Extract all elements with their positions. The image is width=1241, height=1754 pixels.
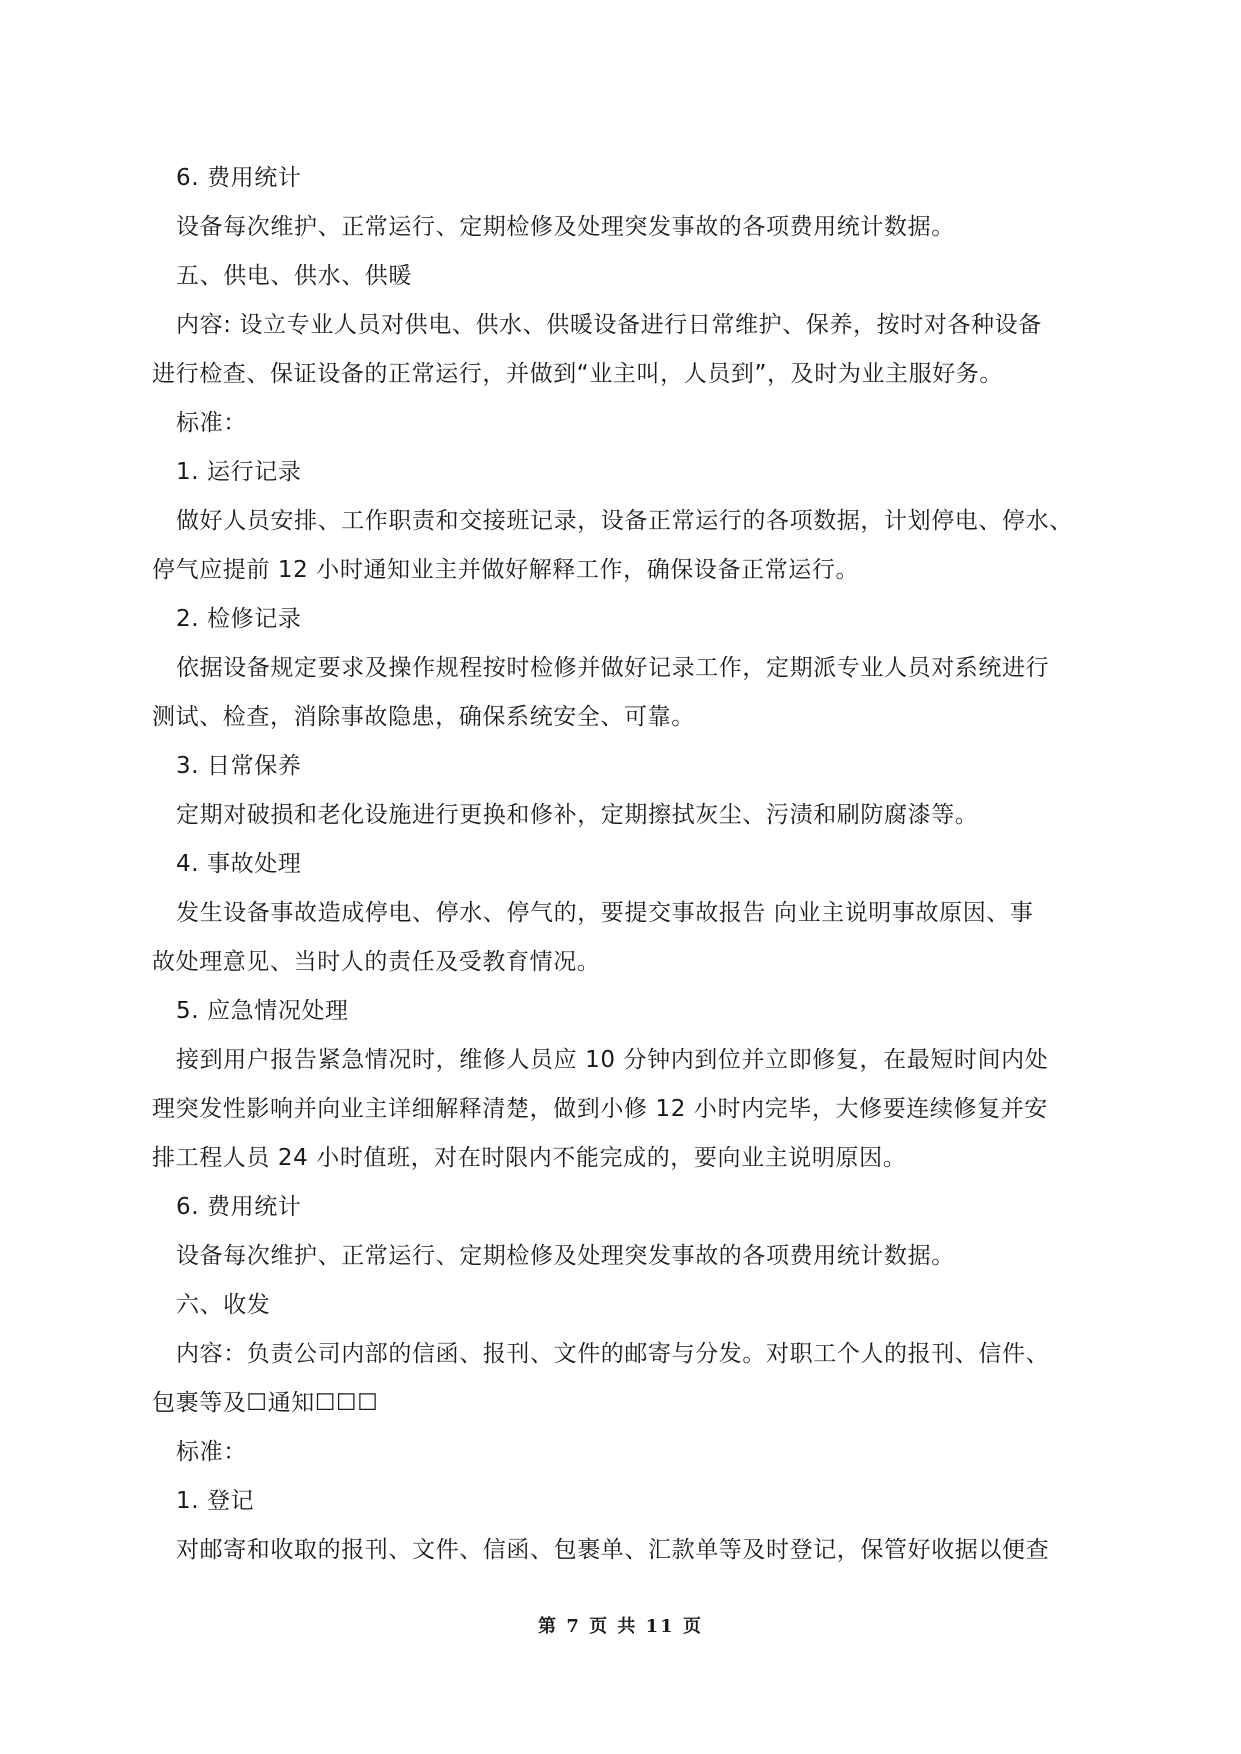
text-line: 对邮寄和收取的报刊、文件、信函、包裹单、汇款单等及时登记，保管好收据以便查	[176, 1537, 1050, 1563]
text-line: 设备每次维护、正常运行、定期检修及处理突发事故的各项费用统计数据。	[176, 214, 955, 240]
text-line: 设备每次维护、正常运行、定期检修及处理突发事故的各项费用统计数据。	[176, 1243, 955, 1269]
subsection-heading: 5. 应急情况处理	[176, 998, 349, 1024]
text-line: 发生设备事故造成停电、停水、停气的，要提交事故报告 向业主说明事故原因、事	[176, 900, 1034, 926]
text-line: 停气应提前 12 小时通知业主并做好解释工作，确保设备正常运行。	[152, 557, 860, 583]
subsection-heading: 2. 检修记录	[176, 606, 302, 632]
subsection-heading: 1. 登记	[176, 1488, 255, 1514]
text-line: 依据设备规定要求及操作规程按时检修并做好记录工作，定期派专业人员对系统进行	[176, 655, 1050, 681]
page-number-footer: 第 7 页 共 11 页	[538, 1616, 703, 1637]
text-line: 理突发性影响并向业主详细解释清楚，做到小修 12 小时内完毕，大修要连续修复并安	[152, 1096, 1048, 1122]
text-line: 标准：	[176, 1439, 247, 1465]
text-line: 故处理意见、当时人的责任及受教育情况。	[152, 949, 601, 975]
text-line: 内容: 设立专业人员对供电、供水、供暖设备进行日常维护、保养，按时对各种设备	[176, 312, 1042, 338]
section-heading: 五、供电、供水、供暖	[176, 263, 412, 289]
document-body	[152, 154, 1102, 1575]
text-line: 内容：负责公司内部的信函、报刊、文件的邮寄与分发。对职工个人的报刊、信件、	[176, 1341, 1050, 1367]
text-line: 接到用户报告紧急情况时，维修人员应 10 分钟内到位并立即修复，在最短时间内处	[176, 1047, 1049, 1073]
subsection-heading: 1. 运行记录	[176, 459, 302, 485]
subsection-heading: 6. 费用统计	[176, 1194, 302, 1220]
subsection-heading: 3. 日常保养	[176, 753, 302, 779]
text-line: 6. 费用统计	[176, 165, 302, 191]
text-line: 做好人员安排、工作职责和交接班记录，设备正常运行的各项数据，计划停电、停水、	[176, 508, 1073, 534]
text-line: 定期对破损和老化设施进行更换和修补，定期擦拭灰尘、污渍和刷防腐漆等。	[176, 802, 979, 828]
text-line: 包裹等及☐通知☐☐☐	[152, 1390, 379, 1416]
subsection-heading: 4. 事故处理	[176, 851, 302, 877]
text-line: 进行检查、保证设备的正常运行，并做到“业主叫，人员到”，及时为业主服好务。	[152, 361, 1004, 387]
section-heading: 六、收发	[176, 1292, 271, 1318]
text-line: 排工程人员 24 小时值班，对在时限内不能完成的，要向业主说明原因。	[152, 1145, 907, 1171]
text-line: 标准：	[176, 410, 247, 436]
text-line: 测试、检查，消除事故隐患，确保系统安全、可靠。	[152, 704, 695, 730]
